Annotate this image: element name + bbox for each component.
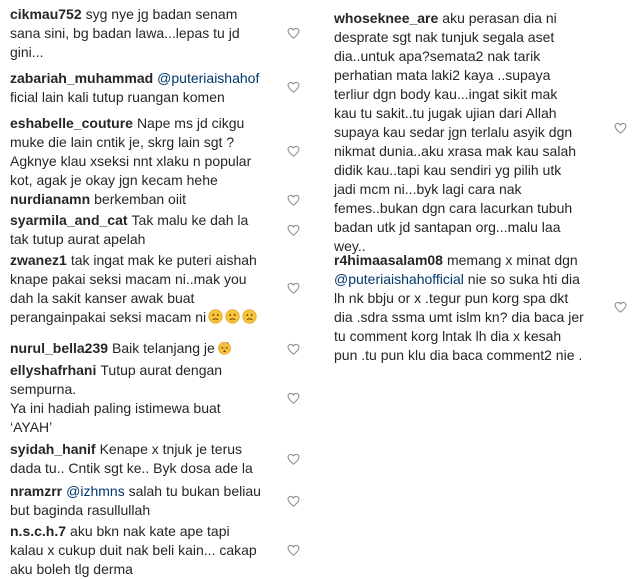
comment-text: pun .tu pun klu dia baca comment2 nie .	[334, 347, 583, 363]
frowning-face-emoji	[225, 309, 240, 324]
comment-text: nikmat dunia..aku xrasa mak kau salah	[334, 143, 577, 159]
comment-text: kot, agak je okay jgn kecam hehe	[10, 172, 218, 188]
like-heart-icon[interactable]	[287, 145, 300, 157]
comment-username[interactable]: nurul_bella239	[10, 340, 109, 356]
sleeping-face-emoji	[217, 340, 232, 355]
comment-text: Agknye klau xseksi nnt xlaku n popular	[10, 153, 252, 169]
frowning-face-emoji	[208, 309, 223, 324]
comment-text: dah la sakit kanser awak buat	[10, 290, 195, 306]
comment-text: aku boleh tlg derma	[10, 561, 133, 577]
comment-text: but baginda rasullullah	[10, 502, 151, 518]
like-heart-icon[interactable]	[614, 301, 627, 313]
like-heart-icon[interactable]	[287, 343, 300, 355]
comment-text: tu comment korg lntak lh dia x kesah	[334, 328, 562, 344]
comment-text: muke die lain cntik je, skrg lain sgt ?	[10, 134, 235, 150]
like-heart-icon[interactable]	[287, 27, 300, 39]
comment-text: didik kau..tapi kau sendiri yg pilih utk	[334, 162, 562, 178]
comment-text: Ya ini hadiah paling istimewa buat	[10, 400, 221, 416]
comment	[330, 251, 637, 365]
like-heart-icon[interactable]	[614, 122, 627, 134]
comment-text: sempurna.	[10, 381, 77, 397]
comment-text: supaya kau sedar jgn terlalu asyik dgn	[334, 124, 573, 140]
comment-text: ‘AYAH’	[10, 419, 53, 435]
comment-text: wey..	[334, 238, 366, 254]
comment-username[interactable]: nurdianamn	[10, 191, 91, 207]
comment-text: memang x minat dgn	[446, 252, 578, 268]
comment-username[interactable]: zabariah_muhammad	[10, 70, 154, 86]
comment-text: tak ingat mak ke puteri aishah	[70, 252, 257, 268]
comment-text: Tutup aurat dengan	[100, 362, 223, 378]
comment-text: badan utk jd santapan org...malu laa	[334, 219, 561, 235]
comment-username[interactable]: syarmila_and_cat	[10, 212, 128, 228]
like-heart-icon[interactable]	[287, 224, 300, 236]
comment	[0, 339, 310, 358]
comment	[0, 211, 310, 249]
comment-text: femes..bukan dgn cara lacurkan tubuh	[334, 200, 573, 216]
comment-text: kalau x cukup duit nak beli kain... cakap	[10, 542, 257, 558]
comment	[0, 482, 310, 520]
comment	[0, 190, 310, 209]
comment-username[interactable]: nramzrr	[10, 483, 63, 499]
comment	[0, 361, 310, 437]
svg-text:z: z	[226, 340, 229, 345]
like-heart-icon[interactable]	[287, 453, 300, 465]
comment	[0, 69, 310, 107]
comment-text: Kenape x tnjuk je terus	[99, 441, 243, 457]
comment-username[interactable]: zwanez1	[10, 252, 67, 268]
comment-mention[interactable]: @puteriaishahofficial	[334, 271, 464, 287]
comment-username[interactable]: n.s.c.h.7	[10, 523, 67, 539]
comment-text: sana sini, bg badan lawa...lepas tu jd	[10, 25, 240, 41]
comment-text: aku bkn nak kate ape tapi	[70, 523, 230, 539]
comment-text: syg nye jg badan senam	[85, 6, 238, 22]
comment-mention[interactable]: @izhmns	[66, 483, 125, 499]
comment-text: berkemban oiit	[94, 191, 186, 207]
comment-username[interactable]: r4himaasalam08	[334, 252, 443, 268]
like-heart-icon[interactable]	[287, 392, 300, 404]
comment-mention[interactable]: @puteriaishahof	[157, 70, 260, 86]
comment-text: aku perasan dia ni	[442, 10, 557, 26]
comment-text: kau tu sakit..tu jugak ujian dari Allah	[334, 105, 557, 121]
comment	[0, 440, 310, 478]
comment-text: tak tutup aurat apelah	[10, 231, 146, 247]
comment-text: Tak malu ke dah la	[131, 212, 249, 228]
like-heart-icon[interactable]	[287, 495, 300, 507]
comment-username[interactable]: whoseknee_are	[334, 10, 439, 26]
comment	[0, 522, 310, 579]
comment-mention	[334, 271, 580, 287]
comment-text: Baik telanjang je	[112, 340, 215, 356]
comment-text: knape pakai seksi macam ni..mak you	[10, 271, 247, 287]
comment-text: desprate sgt nak tunjuk segala aset	[334, 29, 555, 45]
comment-text: Nape ms jd cikgu	[136, 115, 245, 131]
comment-text: salah tu bukan beliau	[128, 483, 261, 499]
comment-username[interactable]: eshabelle_couture	[10, 115, 133, 131]
comment	[0, 5, 310, 62]
comment-text: jadi mcm ni...byk lagi cara nak	[334, 181, 522, 197]
comment	[330, 9, 637, 256]
comment-username[interactable]: ellyshafrhani	[10, 362, 97, 378]
comment	[0, 251, 310, 327]
comment-username[interactable]: syidah_hanif	[10, 441, 96, 457]
comment	[0, 114, 310, 190]
comment-text: nie so suka hti dia	[463, 271, 580, 287]
comment-text: terliur dgn body kau...ingat sikit mak	[334, 86, 558, 102]
like-heart-icon[interactable]	[287, 81, 300, 93]
comment-text: gini...	[10, 44, 44, 60]
comment-text: perangainpakai seksi macam ni	[10, 309, 207, 325]
comment-username[interactable]: cikmau752	[10, 6, 82, 22]
like-heart-icon[interactable]	[287, 544, 300, 556]
comment-text: dia .sdra ssma umt islm kn? dia baca jer	[334, 309, 584, 325]
comment-text: lh nk bbju or x .tegur pun korg spa dkt	[334, 290, 569, 306]
frowning-face-emoji	[242, 309, 257, 324]
like-heart-icon[interactable]	[287, 194, 300, 206]
comment-text: dia..untuk apa?semata2 nak tarik	[334, 48, 541, 64]
like-heart-icon[interactable]	[287, 282, 300, 294]
comment-text: dada tu.. Cntik sgt ke.. Byk dosa ade la	[10, 460, 253, 476]
comment-text: perhatian mata laki2 kaya ..supaya	[334, 67, 551, 83]
comment-text: ficial lain kali tutup ruangan komen	[10, 89, 225, 105]
